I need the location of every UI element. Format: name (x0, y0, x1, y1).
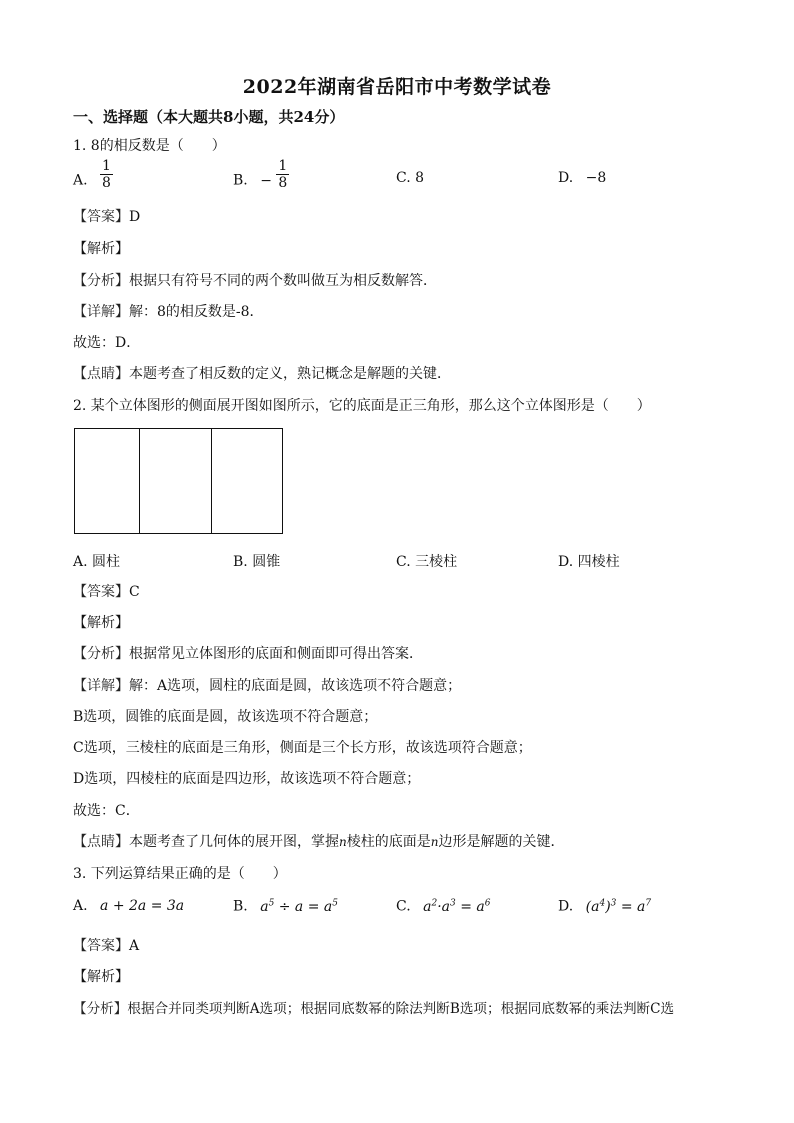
q3-option-b-expr (260, 899, 338, 915)
math-variable-n: n (430, 835, 439, 849)
answer-tag: 【答案】 (73, 209, 129, 225)
q1-comment (73, 363, 451, 383)
q3-answer (73, 935, 139, 955)
comment-tag: 【点睛】 (73, 834, 129, 850)
page-title: 2022年湖南省岳阳市中考数学试卷 (242, 76, 552, 98)
figure-divider-line (211, 429, 212, 533)
math-base: a (637, 898, 646, 915)
fraction-denominator: 8 (278, 175, 288, 191)
q2-option-d: D. 四棱柱 (558, 554, 620, 570)
q2-option-a: A. 圆柱 (73, 554, 121, 570)
comment-text: 棱柱的底面是 (346, 834, 431, 850)
q1-options (73, 158, 733, 200)
detail-tag: 【详解】 (73, 678, 129, 694)
math-base: a (591, 898, 600, 915)
q3-option-a-expr: a + 2a = 3a (100, 898, 185, 914)
fraction-denominator: 8 (102, 175, 111, 191)
q1-option-c: C. 8 (396, 170, 425, 186)
detail-tag: 【详解】 (73, 304, 129, 320)
q1-option-d-value: −8 (585, 170, 607, 186)
q3-option-d-expr (586, 899, 652, 915)
q2-options (73, 551, 733, 571)
q1-option-b-label: B. (233, 172, 248, 189)
math-exponent: 4 (599, 898, 606, 908)
answer-value: A (129, 938, 140, 954)
detail-text: 解：A选项，圆柱的底面是圆，故该选项不符合题意； (129, 678, 462, 694)
q2-stem: 2. 某个立体图形的侧面展开图如图所示，它的底面是正三角形，那么这个立体图形是（ ） (73, 398, 651, 414)
comment-text: 边形是解题的关键． (438, 834, 565, 850)
q2-detail-1 (73, 675, 461, 695)
q3-option-a-label: A. (73, 898, 88, 914)
analysis-text: 根据合并同类项判断A选项；根据同底数幂的除法判断B选项；根据同底数幂的乘法判断C选 (127, 1001, 675, 1017)
q1-option-d-label: D. (558, 170, 574, 186)
q3-stem: 3. 下列运算结果正确的是（ ） (73, 866, 287, 882)
q3-option-c-label: C. (396, 898, 411, 915)
math-base: a (260, 898, 269, 915)
analysis-text: 根据常见立体图形的底面和侧面即可得出答案． (129, 646, 423, 662)
math-exponent: 5 (332, 898, 338, 908)
q1-answer (73, 206, 140, 226)
math-base: a (423, 898, 432, 915)
q3-analysis-header: 【解析】 (73, 969, 129, 985)
q3-option-b-label: B. (233, 898, 248, 915)
q2-choose: 故选：C． (73, 803, 140, 819)
prism-net-figure (74, 428, 283, 534)
section-heading: 一、选择题（本大题共8小题，共24分） (73, 108, 345, 126)
math-variable-n: n (339, 835, 347, 849)
math-exponent: 3 (450, 898, 456, 908)
q2-analysis-header: 【解析】 (73, 615, 129, 631)
minus-sign: − (260, 172, 272, 189)
q1-analysis (73, 270, 437, 290)
math-paren: ) (605, 898, 611, 915)
q3-option-d-label: D. (558, 898, 574, 915)
q3-option-c-expr (423, 899, 490, 915)
q1-option-a-label: A. (73, 172, 88, 189)
q1-option-a (73, 158, 113, 191)
math-base: a (476, 898, 485, 915)
figure-divider-line (139, 429, 140, 533)
analysis-tag: 【分析】 (73, 646, 129, 662)
fraction-numerator: 1 (278, 158, 288, 174)
math-operator: ÷ a = (274, 898, 324, 915)
q3-options (73, 898, 733, 920)
q1-option-a-fraction (100, 158, 113, 191)
math-exponent: 5 (268, 898, 275, 908)
q2-detail-3: C选项，三棱柱的底面是三角形，侧面是三个长方形，故该选项符合题意； (73, 740, 532, 756)
q1-option-b (233, 158, 289, 191)
math-base: a (323, 898, 333, 915)
comment-tag: 【点睛】 (73, 366, 129, 382)
math-exponent: 3 (610, 898, 617, 908)
answer-tag: 【答案】 (73, 584, 129, 600)
math-exponent: 7 (645, 898, 652, 908)
q2-comment (73, 831, 564, 851)
q3-option-c (396, 898, 491, 915)
answer-tag: 【答案】 (73, 938, 129, 954)
q1-option-b-fraction (276, 158, 289, 191)
q2-option-c: C. 三棱柱 (396, 554, 458, 570)
q2-detail-4: D选项，四棱柱的底面是四边形，故该选项不符合题意； (73, 771, 421, 787)
analysis-tag: 【分析】 (73, 273, 129, 289)
math-operator: = (455, 898, 477, 915)
q1-analysis-header: 【解析】 (73, 241, 129, 257)
answer-value: D (129, 209, 141, 225)
comment-text: 本题考查了相反数的定义，熟记概念是解题的关键． (129, 366, 451, 382)
analysis-tag: 【分析】 (73, 1001, 128, 1017)
analysis-text: 根据只有符号不同的两个数叫做互为相反数解答． (129, 273, 437, 289)
q1-option-d (558, 170, 606, 186)
answer-value: C (129, 584, 140, 600)
q1-choose: 故选：D． (73, 335, 141, 351)
q2-answer (73, 581, 140, 601)
q1-stem: 1. 8的相反数是（ ） (73, 138, 226, 154)
q2-option-b: B. 圆锥 (233, 554, 281, 570)
q2-detail-2: B选项，圆锥的底面是圆，故该选项不符合题意； (73, 709, 378, 725)
fraction-numerator: 1 (102, 158, 111, 174)
q1-detail (73, 301, 264, 321)
math-exponent: 2 (431, 898, 438, 908)
q3-analysis (73, 997, 674, 1017)
math-paren: ( (585, 898, 592, 915)
math-operator: = (616, 898, 638, 915)
q3-option-a (73, 898, 184, 914)
math-base: a (441, 898, 451, 915)
math-exponent: 6 (484, 898, 491, 908)
q3-option-d (558, 898, 651, 915)
math-operator: · (437, 898, 442, 915)
q2-analysis (73, 643, 423, 663)
q3-option-b (233, 898, 338, 915)
detail-text: 解：8的相反数是-8． (129, 304, 264, 320)
comment-text: 本题考查了几何体的展开图，掌握 (129, 834, 339, 850)
